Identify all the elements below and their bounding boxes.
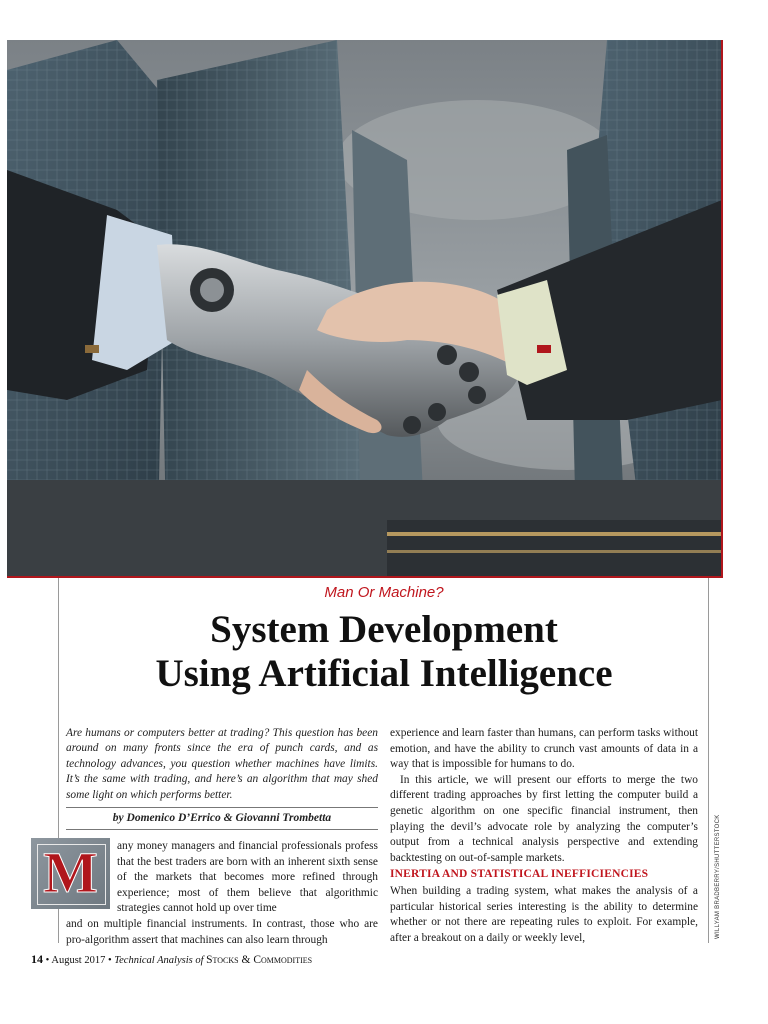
article-byline: by Domenico D’Errico & Giovanni Trombetta bbox=[112, 812, 332, 824]
photo-credit-text: WILLYAM BRADBERRY/SHUTTERSTOCK bbox=[715, 814, 721, 939]
hero-photo bbox=[7, 40, 722, 577]
article-title bbox=[0, 608, 768, 696]
section-heading: INERTIA AND STATISTICAL INEFFICIENCIES bbox=[390, 868, 649, 880]
photo-credit bbox=[710, 814, 726, 942]
footer-separator-2: • bbox=[107, 955, 112, 966]
byline-rule bbox=[66, 829, 378, 830]
issue-date: August 2017 bbox=[51, 955, 106, 966]
right-column bbox=[390, 726, 698, 866]
dek-rule bbox=[66, 807, 378, 808]
title-line-1: System Development bbox=[210, 608, 558, 651]
title-line-2: Using Artificial Intelligence bbox=[155, 652, 613, 695]
article-kicker: Man Or Machine? bbox=[324, 584, 444, 601]
body-paragraph-1-wrapped: any money managers and financial professionals profess that the best traders are born with an inherent sixth sense of the markets that becomes more refined through experience; most of them believe that algorithmic strategies cannot hold up over time bbox=[117, 840, 378, 915]
body-paragraph-2: experience and learn faster than humans, can perform tasks without emotion, and have the ability to crunch vast amounts of data in a way that is impossible for humans to do. bbox=[390, 727, 698, 771]
body-paragraph-4: When building a trading system, what makes the analysis of a particular historical series interesting is the ability to determine whether or not there are repeating rules to exploit. For example, after a breakout on a daily or weekly level, bbox=[390, 885, 698, 944]
drop-cap-letter: M bbox=[43, 840, 98, 905]
page-footer bbox=[31, 952, 312, 967]
hero-bottom-rule bbox=[7, 576, 722, 578]
article-dek: Are humans or computers better at trading? This question has been around on many fronts since the era of punch cards, and as technology advances, you question whether machines have limits. It’s the same with trading, and here’s an algorithm that may shed some light on which performs better. bbox=[66, 727, 378, 801]
drop-cap bbox=[31, 838, 110, 909]
hero-right-rule bbox=[721, 40, 723, 578]
body-paragraph-1-continued: and on multiple financial instruments. In contrast, those who are pro-algorithm assert that machines can also learn through bbox=[66, 918, 378, 946]
body-paragraph-3: In this article, we will present our efforts to merge the two different trading approaches by first letting the computer build a genetic algorithm on one specific financial instrument, then playing the devil’s advocate role by analyzing the computer’s output from a technical analysis perspective and extending backtesting on out-of-sample markets. bbox=[390, 773, 698, 864]
hero-illustration bbox=[7, 40, 722, 577]
magazine-name: Stocks & Commodities bbox=[206, 954, 313, 966]
footer-separator-1: • bbox=[45, 955, 50, 966]
magazine-prefix: Technical Analysis of bbox=[114, 955, 204, 966]
page-number: 14 bbox=[31, 952, 43, 966]
